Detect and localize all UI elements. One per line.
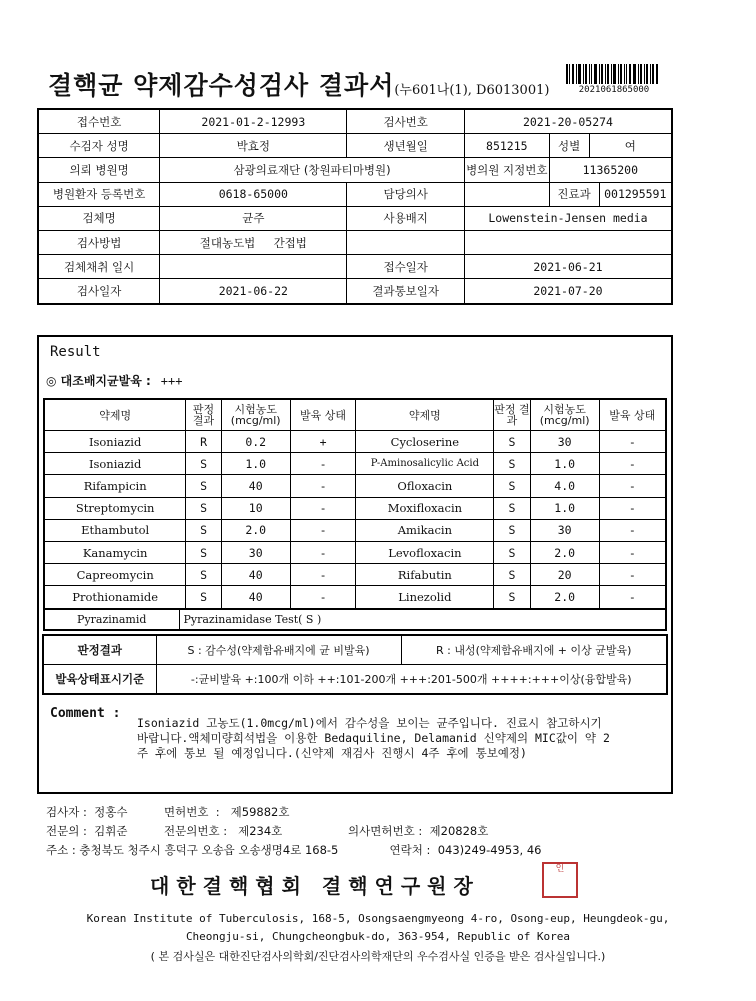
drug-row: [44, 586, 666, 609]
method-absolute: 절대농도법: [199, 235, 256, 250]
col-growth-right: 발육 상태: [599, 399, 666, 431]
growth-state-left: -: [290, 497, 356, 519]
growth-state-right: -: [599, 519, 666, 541]
drug-table-header: [44, 399, 666, 431]
growth-state-left: -: [290, 453, 356, 475]
judge-result-left: S: [186, 541, 221, 563]
pyrazinamide-row: [43, 608, 667, 631]
test-no-label: 검사번호: [347, 109, 465, 134]
col-conc-right: 시험농도 (mcg/ml): [530, 399, 599, 431]
patient-info-table: [37, 108, 673, 305]
method: [160, 230, 347, 254]
chart-no: 0618-65000: [160, 182, 347, 206]
drug-name-left: Rifampicin: [44, 475, 186, 497]
test-conc-left: 30: [221, 541, 290, 563]
judge-result-left: S: [186, 519, 221, 541]
drug-row: [44, 497, 666, 519]
growth-state-left: +: [290, 431, 356, 453]
organization-address-en-1: Korean Institute of Tuberculosis, 168-5, Osongsaengmyeong 4-ro, Osong-eup, Heungdeok-gu,: [86, 912, 670, 925]
judge-result-left: S: [186, 475, 221, 497]
judge-result-right: S: [494, 586, 530, 609]
col-judge-right: 판정 결과: [494, 399, 530, 431]
drug-row: [44, 519, 666, 541]
growth-state-right: -: [599, 497, 666, 519]
pyrazinamide-label: Pyrazinamid: [44, 609, 179, 630]
dob: 851215: [464, 134, 549, 158]
recv-date-label: 접수일자: [347, 255, 465, 279]
drug-row: [44, 564, 666, 586]
document-subtitle: (누601나(1), D6013001): [394, 83, 550, 98]
drug-name-left: Ethambutol: [44, 519, 186, 541]
judge-result-right: S: [494, 564, 530, 586]
drug-name-right: P-Aminosalicylic Acid: [356, 453, 494, 475]
col-drug-left: 약제명: [44, 399, 186, 431]
drug-name-right: Ofloxacin: [356, 475, 494, 497]
growth-legend-text: -:균비발육 +:100개 이하 ++:101-200개 +++:201-500개 ++++:+++이상(융합발육): [156, 665, 667, 695]
test-conc-left: 0.2: [221, 431, 290, 453]
growth-state-left: -: [290, 475, 356, 497]
test-conc-right: 2.0: [530, 586, 599, 609]
test-conc-left: 1.0: [221, 453, 290, 475]
report-date: 2021-07-20: [464, 279, 672, 304]
judge-result-left: S: [186, 497, 221, 519]
dept-label: 진료과: [549, 182, 599, 206]
pyrazinamide-value: Pyrazinamidase Test( S ): [179, 609, 666, 630]
test-conc-right: 30: [530, 431, 599, 453]
drug-row: [44, 475, 666, 497]
growth-state-left: -: [290, 519, 356, 541]
test-conc-right: 4.0: [530, 475, 599, 497]
test-conc-left: 40: [221, 564, 290, 586]
hospital-label: 의뢰 병원명: [38, 158, 160, 182]
comment-text: [137, 716, 657, 761]
test-conc-right: 20: [530, 564, 599, 586]
certification-note: ( 본 검사실은 대한진단검사의학회/진단검사의학재단의 우수검사실 인증을 받은 검사실입니다.): [150, 950, 606, 963]
drug-row: [44, 431, 666, 453]
method-label: 검사방법: [38, 230, 160, 254]
report-date-label: 결과통보일자: [347, 279, 465, 304]
col-judge-left: 판정 결과: [186, 399, 221, 431]
specimen-label: 검체명: [38, 206, 160, 230]
growth-state-right: -: [599, 431, 666, 453]
growth-state-right: -: [599, 475, 666, 497]
control-growth-value: +++: [160, 374, 183, 388]
specimen: 균주: [160, 206, 347, 230]
patient-name-label: 수검자 성명: [38, 134, 160, 158]
judge-result-left: S: [186, 586, 221, 609]
growth-state-left: -: [290, 541, 356, 563]
judge-result-right: S: [494, 541, 530, 563]
drug-name-left: Isoniazid: [44, 453, 186, 475]
drug-name-left: Streptomycin: [44, 497, 186, 519]
comment-label: Comment :: [50, 706, 121, 721]
judge-result-right: S: [494, 431, 530, 453]
hospital: 삼광의료재단 (창원파티마병원): [160, 158, 465, 182]
seal-text: 인: [555, 864, 565, 874]
comment-line: 주 후에 통보 될 예정입니다.(신약제 재검사 진행시 4주 후에 통보예정): [137, 746, 527, 760]
judge-legend-r: R : 내성(약제함유배지에 + 이상 균발육): [401, 635, 667, 665]
method-spare-wide: [464, 230, 672, 254]
test-conc-left: 10: [221, 497, 290, 519]
test-conc-right: 1.0: [530, 497, 599, 519]
drug-name-left: Isoniazid: [44, 431, 186, 453]
drug-name-left: Prothionamide: [44, 586, 186, 609]
drug-name-right: Levofloxacin: [356, 541, 494, 563]
growth-legend-label: 발육상태표시기준: [43, 665, 156, 695]
judge-result-right: S: [494, 519, 530, 541]
medium-label: 사용배지: [347, 206, 465, 230]
drug-name-right: Linezolid: [356, 586, 494, 609]
receipt-no-label: 접수번호: [38, 109, 160, 134]
patient-name: 박효정: [160, 134, 347, 158]
barcode: [566, 64, 658, 84]
method-spare: [347, 230, 465, 254]
sex: 여: [589, 134, 672, 158]
dept: 001295591: [599, 182, 672, 206]
judge-result-right: S: [494, 453, 530, 475]
inst-code: 11365200: [549, 158, 672, 182]
drug-row: [44, 453, 666, 475]
result-label: Result: [50, 344, 101, 360]
test-conc-right: 30: [530, 519, 599, 541]
staff-line-examiner: 검사자 : 정홍수 면허번호 : 제59882호: [46, 805, 290, 819]
test-conc-right: 2.0: [530, 541, 599, 563]
growth-state-right: -: [599, 541, 666, 563]
comment-line: 바랍니다.액체미량희석법을 이용한 Bedaquiline, Delamanid 신약제의 MIC값이 약 2: [137, 731, 610, 745]
judge-result-right: S: [494, 475, 530, 497]
staff-line-specialist: 전문의 : 김휘준 전문의번호 : 제234호 의사면허번호 : 제20828호: [46, 824, 489, 838]
drug-name-right: Amikacin: [356, 519, 494, 541]
growth-state-right: -: [599, 564, 666, 586]
col-drug-right: 약제명: [356, 399, 494, 431]
test-conc-left: 40: [221, 475, 290, 497]
col-conc-left: 시험농도 (mcg/ml): [221, 399, 290, 431]
organization-name-korean: 대한결핵협회 결핵연구원장: [150, 874, 480, 898]
test-conc-right: 1.0: [530, 453, 599, 475]
drug-row: [44, 541, 666, 563]
receipt-no: 2021-01-2-12993: [160, 109, 347, 134]
judge-result-left: S: [186, 453, 221, 475]
growth-state-right: -: [599, 586, 666, 609]
growth-state-right: -: [599, 453, 666, 475]
staff-line-address: 주소 : 충청북도 청주시 흥덕구 오송읍 오송생명4로 168-5 연락처 : 043)249-4953, 46: [46, 843, 542, 857]
dob-label: 생년월일: [347, 134, 465, 158]
growth-state-left: -: [290, 564, 356, 586]
drug-name-right: Moxifloxacin: [356, 497, 494, 519]
test-no: 2021-20-05274: [464, 109, 672, 134]
test-date-label: 검사일자: [38, 279, 160, 304]
doctor: [464, 182, 549, 206]
control-growth-label: ◎ 대조배지균발육 :: [46, 374, 151, 388]
test-conc-left: 40: [221, 586, 290, 609]
official-seal: [542, 862, 578, 898]
comment-line: Isoniazid 고농도(1.0mcg/ml)에서 감수성을 보이는 균주입니다. 진료시 참고하시기: [137, 716, 602, 730]
test-date: 2021-06-22: [160, 279, 347, 304]
drug-name-left: Kanamycin: [44, 541, 186, 563]
medium: Lowenstein-Jensen media: [464, 206, 672, 230]
col-growth-left: 발육 상태: [290, 399, 356, 431]
collect-label: 검체채취 일시: [38, 255, 160, 279]
judge-result-right: S: [494, 497, 530, 519]
collect: [160, 255, 347, 279]
judge-legend-s: S : 감수성(약제함유배지에 균 비발육): [156, 635, 401, 665]
drug-table: [43, 398, 667, 610]
drug-name-left: Capreomycin: [44, 564, 186, 586]
legend-table: [42, 634, 668, 695]
test-conc-left: 2.0: [221, 519, 290, 541]
recv-date: 2021-06-21: [464, 255, 672, 279]
method-indirect: 간접법: [273, 235, 307, 250]
document-title: 결핵균 약제감수성검사 결과서(누601나(1), D6013001): [48, 71, 550, 100]
growth-state-left: -: [290, 586, 356, 609]
control-growth: [46, 372, 182, 389]
organization-address-en-2: Cheongju-si, Chungcheongbuk-do, 363-954, Republic of Korea: [185, 930, 571, 943]
judge-legend-label: 판정결과: [43, 635, 156, 665]
judge-result-left: S: [186, 564, 221, 586]
sex-label: 성별: [549, 134, 589, 158]
doctor-label: 담당의사: [347, 182, 465, 206]
barcode-number: 2021061865000: [578, 85, 650, 95]
drug-name-right: Cycloserine: [356, 431, 494, 453]
drug-name-right: Rifabutin: [356, 564, 494, 586]
inst-code-label: 병의원 지정번호: [464, 158, 549, 182]
judge-result-left: R: [186, 431, 221, 453]
chart-no-label: 병원환자 등록번호: [38, 182, 160, 206]
